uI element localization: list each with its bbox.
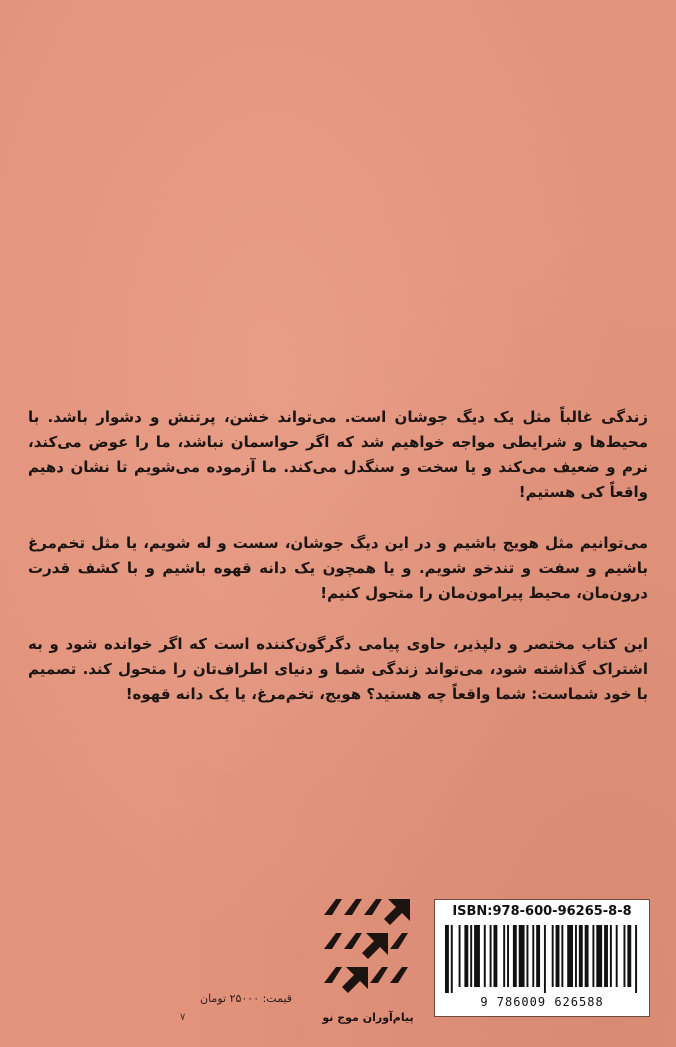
barcode-bar — [503, 925, 505, 987]
barcode-bar — [470, 925, 472, 987]
publisher-logo-icon — [322, 897, 414, 1005]
isbn-label: ISBN:978-600-96265-8-8 — [452, 904, 632, 919]
blurb-paragraph-3: این کتاب مختصر و دلپذیر، حاوی پیامی دگرگون‌کننده است که اگر خوانده شود و به اشتراک گذاشته شود، می‌تواند زندگی شما و دنیای اطراف‌تان را متحول کند. تصمیم با خود شماست: شما واقعاً چه هستید؟ هویج، تخم‌مرغ، یا یک دانه قهوه! — [28, 635, 648, 703]
barcode-bar — [627, 925, 631, 987]
barcode-bar — [552, 925, 554, 987]
publisher-name: پیام‌آوران موج نو — [322, 1011, 414, 1024]
barcode-bar — [526, 925, 528, 987]
barcode-bar — [616, 925, 618, 987]
barcode-bar — [544, 925, 546, 993]
barcode-bar — [532, 925, 534, 987]
barcode-bar — [585, 925, 589, 987]
barcode-bar — [490, 925, 492, 987]
back-cover-blurb — [28, 405, 648, 733]
barcode-bars — [445, 925, 639, 993]
page-mark: ۷ — [180, 1012, 186, 1023]
blurb-paragraph-1: زندگی غالباً مثل یک دیگ جوشان است. می‌تواند خشن، پرتنش و دشوار باشد. با محیط‌ها و شرایطی مواجه خواهیم شد که اگر حواسمان نباشد، ما را عوض می‌کند، نرم و ضعیف می‌کند و یا سخت و سنگدل می‌کند. ما آزموده می‌شویم تا نشان دهیم واقعاً کی هستیم! — [28, 408, 648, 501]
barcode-digits: 9 786009 626588 — [480, 995, 604, 1009]
barcode-bar — [451, 925, 453, 993]
barcode-bar — [604, 925, 608, 987]
barcode-bar — [494, 925, 498, 987]
barcode-bar — [610, 925, 612, 987]
barcode-bar — [484, 925, 486, 987]
blurb-paragraph-2: می‌توانیم مثل هویج باشیم و در این دیگ جوشان، سست و له شویم، یا مثل تخم‌مرغ باشیم و سفت و تندخو شویم. و یا همچون یک دانه قهوه باشیم و با کشف قدرت درون‌مان، محیط پیرامون‌مان را متحول کنیم! — [28, 534, 648, 602]
barcode-bar — [507, 925, 509, 987]
isbn-barcode — [434, 899, 650, 1017]
barcode-bar — [474, 925, 480, 987]
barcode-bar — [445, 925, 449, 993]
arrow-row-1 — [324, 899, 410, 925]
barcode-bar — [567, 925, 573, 987]
barcode-bar — [556, 925, 560, 987]
barcode-bar — [536, 925, 540, 987]
barcode-bar — [519, 925, 525, 987]
barcode-bar — [592, 925, 594, 987]
arrow-row-2 — [324, 933, 408, 959]
barcode-bar — [464, 925, 468, 987]
barcode-bar — [561, 925, 563, 987]
barcode-bar — [623, 925, 625, 987]
barcode-bar — [596, 925, 602, 987]
barcode-bar — [579, 925, 583, 987]
barcode-bar — [513, 925, 517, 987]
barcode-bar — [575, 925, 577, 987]
barcode-bar — [459, 925, 461, 987]
arrow-row-3 — [324, 967, 408, 993]
barcode-bar — [635, 925, 637, 993]
price-label: قیمت: ۲۵۰۰۰ تومان — [200, 992, 293, 1005]
